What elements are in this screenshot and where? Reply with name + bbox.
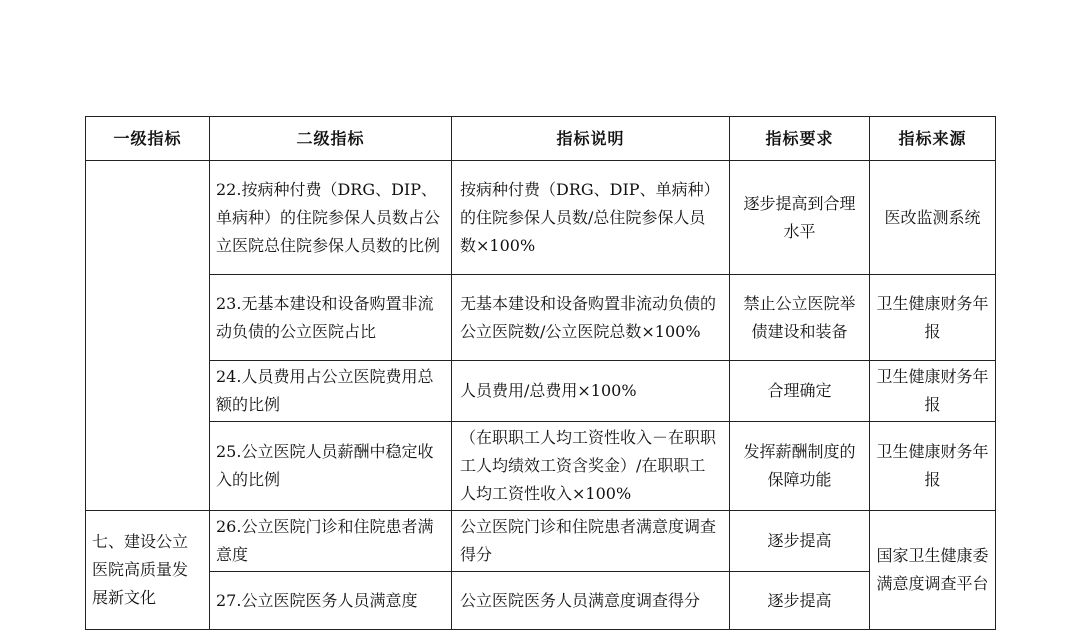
indicator-table [85, 116, 996, 630]
indicator-source-cell: 国家卫生健康委满意度调查平台 [870, 511, 996, 630]
table-row [86, 275, 996, 361]
indicator-description-cell: 公立医院医务人员满意度调查得分 [452, 572, 730, 630]
table-row [86, 161, 996, 275]
table-row [86, 511, 996, 572]
secondary-indicator-cell: 27.公立医院医务人员满意度 [210, 572, 452, 630]
indicator-requirement-cell: 逐步提高 [730, 572, 870, 630]
secondary-indicator-cell: 25.公立医院人员薪酬中稳定收入的比例 [210, 422, 452, 511]
indicator-description-cell: 公立医院门诊和住院患者满意度调查得分 [452, 511, 730, 572]
header-indicator-requirement: 指标要求 [730, 117, 870, 161]
indicator-requirement-cell: 禁止公立医院举债建设和装备 [730, 275, 870, 361]
secondary-indicator-cell: 24.人员费用占公立医院费用总额的比例 [210, 361, 452, 422]
table-row [86, 422, 996, 511]
table-header-row [86, 117, 996, 161]
secondary-indicator-cell: 23.无基本建设和设备购置非流动负债的公立医院占比 [210, 275, 452, 361]
indicator-requirement-cell: 逐步提高到合理水平 [730, 161, 870, 275]
indicator-source-cell: 卫生健康财务年报 [870, 422, 996, 511]
indicator-source-cell: 卫生健康财务年报 [870, 361, 996, 422]
indicator-table-container [85, 116, 995, 630]
indicator-requirement-cell: 合理确定 [730, 361, 870, 422]
indicator-description-cell: （在职职工人均工资性收入－在职职工人均绩效工资含奖金）/在职职工人均工资性收入×100% [452, 422, 730, 511]
indicator-description-cell: 按病种付费（DRG、DIP、单病种）的住院参保人员数/总住院参保人员数×100% [452, 161, 730, 275]
header-secondary-indicator: 二级指标 [210, 117, 452, 161]
header-primary-indicator: 一级指标 [86, 117, 210, 161]
table-row [86, 361, 996, 422]
header-indicator-source: 指标来源 [870, 117, 996, 161]
primary-indicator-cell-empty [86, 161, 210, 511]
indicator-source-cell: 卫生健康财务年报 [870, 275, 996, 361]
table-row [86, 572, 996, 630]
secondary-indicator-cell: 26.公立医院门诊和住院患者满意度 [210, 511, 452, 572]
indicator-requirement-cell: 逐步提高 [730, 511, 870, 572]
primary-indicator-cell: 七、建设公立医院高质量发展新文化 [86, 511, 210, 630]
indicator-description-cell: 无基本建设和设备购置非流动负债的公立医院数/公立医院总数×100% [452, 275, 730, 361]
secondary-indicator-cell: 22.按病种付费（DRG、DIP、单病种）的住院参保人员数占公立医院总住院参保人员数的比例 [210, 161, 452, 275]
header-indicator-description: 指标说明 [452, 117, 730, 161]
indicator-requirement-cell: 发挥薪酬制度的保障功能 [730, 422, 870, 511]
indicator-description-cell: 人员费用/总费用×100% [452, 361, 730, 422]
indicator-source-cell: 医改监测系统 [870, 161, 996, 275]
